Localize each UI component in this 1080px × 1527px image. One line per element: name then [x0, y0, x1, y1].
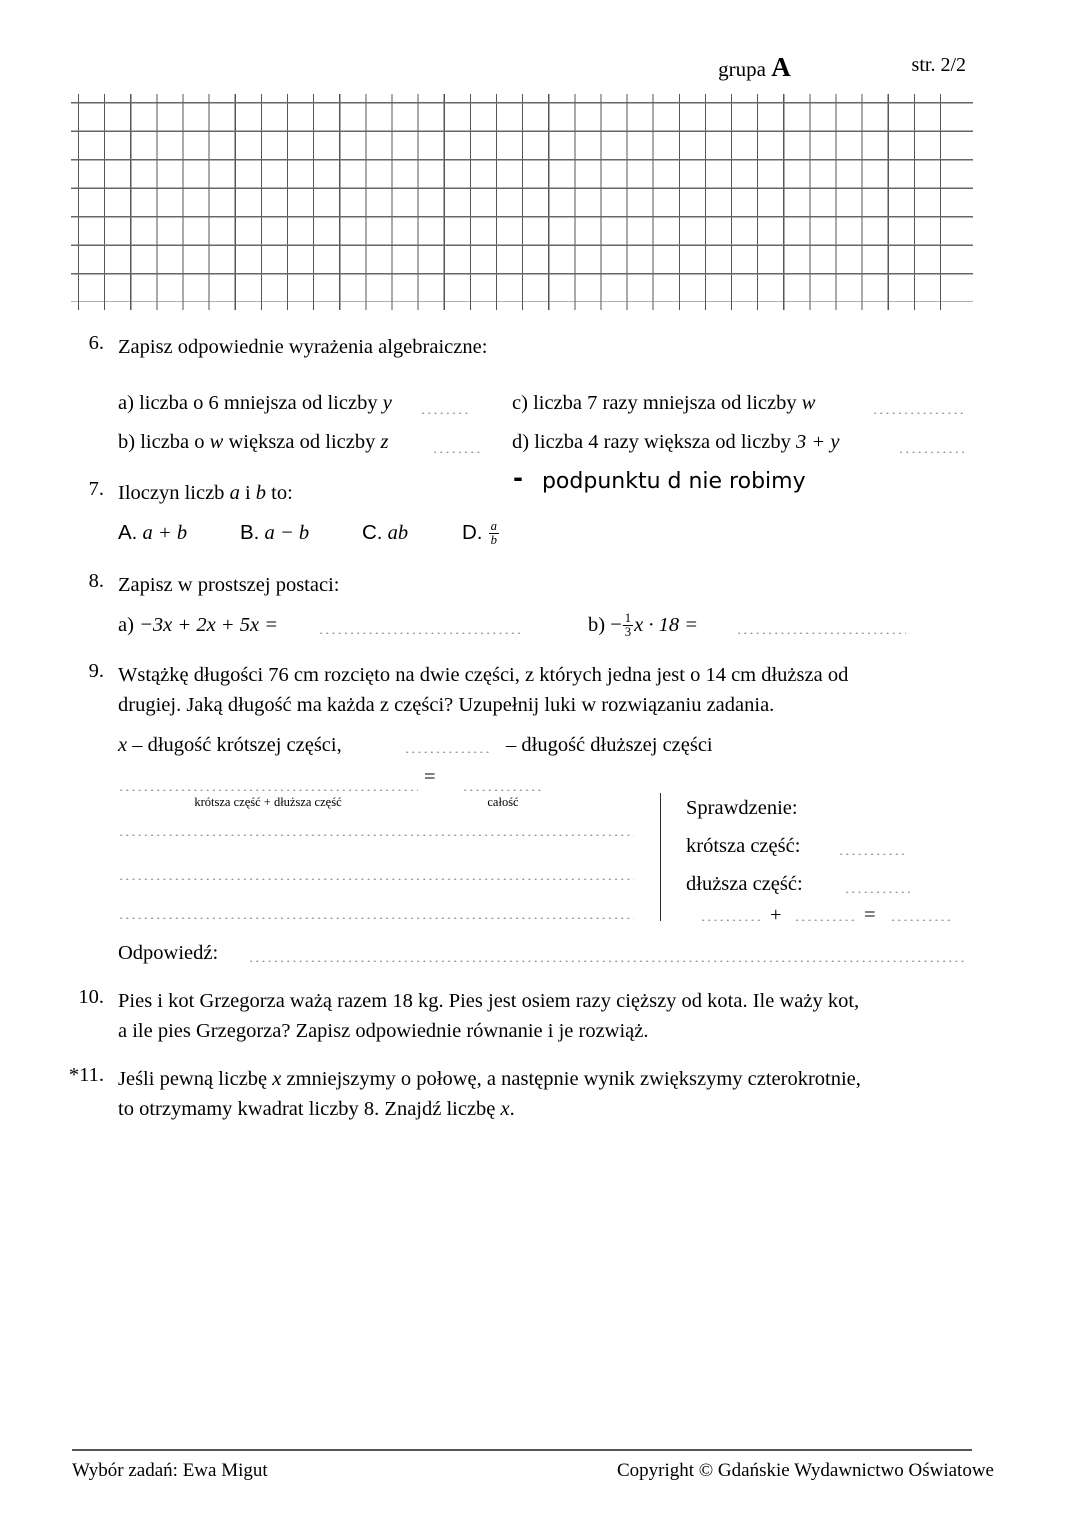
handwritten-annotation: [513, 466, 806, 494]
task-6c-label-text: c): [512, 392, 528, 414]
task-7-option-d-numerator: a: [490, 519, 497, 534]
task-6a-label: [118, 388, 392, 419]
task-8a-answer-blank[interactable]: [318, 631, 522, 634]
task-9-equation-equals: =: [424, 766, 436, 788]
task-8b-expression: [588, 610, 698, 641]
task-11-line1-a: Jeśli pewną liczbę: [118, 1068, 268, 1090]
task-7-option-c-label: C.: [362, 521, 383, 544]
task-6-prompt: Zapisz odpowiednie wyrażenia algebraiczne:: [118, 336, 488, 358]
task-9-check-shorter-label: krótsza część:: [686, 835, 801, 857]
task-11-line2-variable: x: [500, 1098, 510, 1120]
task-7-option-a-expr: a + b: [142, 522, 188, 544]
task-6-number: 6.: [88, 332, 104, 354]
task-9-caption-right: całość: [487, 795, 519, 809]
task-6a-label-text: a): [118, 392, 134, 414]
task-9-answer-blank[interactable]: [248, 959, 966, 962]
task-7-prompt: [118, 478, 293, 509]
task-9-divider: [660, 793, 661, 921]
task-6a-variable: y: [382, 392, 392, 414]
task-7-prompt-post: to:: [271, 482, 293, 504]
task-7-variable-a: a: [229, 482, 240, 504]
task-10-prompt-line1: Pies i kot Grzegorza ważą razem 18 kg. Pies jest osiem razy cięższy od kota. Ile waży kot,: [118, 990, 860, 1012]
task-8a-expression: [118, 610, 278, 641]
task-8b-numerator: 1: [624, 611, 632, 626]
task-8a-label: a): [118, 614, 134, 636]
group-label: [718, 52, 791, 83]
group-letter: A: [771, 52, 791, 82]
task-9-check-sum-blank-3[interactable]: [890, 918, 952, 921]
task-8b-sign: −: [610, 614, 622, 636]
task-11-number: *11.: [68, 1064, 104, 1086]
task-7-prompt-mid: i: [244, 482, 251, 504]
task-8b-label: b): [588, 614, 606, 636]
task-10-prompt-line2: a ile pies Grzegorza? Zapisz odpowiednie równanie i je rozwiąż.: [118, 1020, 649, 1042]
task-6d-label: [512, 427, 839, 458]
task-8b-fraction: [623, 612, 633, 639]
page-header: [78, 52, 966, 86]
task-8-number: 8.: [88, 570, 104, 592]
task-9-given-longer-text: – długość dłuższej części: [506, 734, 713, 756]
task-9-number: 9.: [88, 660, 104, 682]
task-8b-answer-blank[interactable]: [736, 631, 906, 634]
task-9-given-variable: x: [118, 734, 128, 756]
task-6a-text: liczba o 6 mniejsza od liczby: [139, 392, 378, 414]
task-7-number: 7.: [88, 478, 104, 500]
task-6b-text-mid: większa od liczby: [228, 431, 376, 453]
task-7-option-b-expr: a − b: [264, 522, 310, 544]
task-11-line1-b: zmniejszymy o połowę, a następnie wynik zwiększymy czterokrotnie,: [286, 1068, 861, 1090]
page-number-label: str. 2/2: [911, 54, 966, 76]
task-9-check-equals: =: [864, 904, 876, 926]
task-9-work-line-3[interactable]: [118, 916, 634, 919]
task-11-line2-a: to otrzymamy kwadrat liczby 8. Znajdź liczbę: [118, 1098, 496, 1120]
task-7-option-b[interactable]: [240, 518, 309, 549]
task-10-number: 10.: [78, 986, 104, 1008]
task-6a-answer-blank[interactable]: [420, 411, 470, 414]
task-9-given-longer-blank[interactable]: [404, 750, 490, 753]
task-9-check-shorter-blank[interactable]: [838, 852, 906, 855]
task-6c-text: liczba 7 razy mniejsza od liczby: [533, 392, 797, 414]
task-11-prompt-line2: [118, 1094, 976, 1125]
task-8b-expr-post: x · 18 =: [634, 614, 699, 636]
task-9-given-shorter: [118, 730, 342, 761]
task-9-prompt-line2: drugiej. Jaką długość ma każda z części? Uzupełnij luki w rozwiązaniu zadania.: [118, 694, 775, 716]
task-9-work-line-1[interactable]: [118, 833, 634, 836]
task-6d-label-text: d): [512, 431, 530, 453]
footer-copyright: Copyright © Gdańskie Wydawnictwo Oświatowe: [616, 1460, 994, 1481]
task-7-option-b-label: B.: [240, 521, 260, 544]
task-7-prompt-pre: Iloczyn liczb: [118, 482, 225, 504]
task-9-given-text: – długość krótszej części,: [132, 734, 342, 756]
task-8b-denominator: 3: [624, 625, 632, 640]
task-6b-label-text: b): [118, 431, 136, 453]
task-7-option-a[interactable]: [118, 518, 187, 549]
task-6b-text-pre: liczba o: [140, 431, 205, 453]
task-7-option-c[interactable]: [362, 518, 408, 549]
task-7-option-d[interactable]: [462, 518, 500, 549]
annotation-text: podpunktu d nie robimy: [541, 469, 806, 494]
task-6c-label: [512, 388, 815, 419]
task-9-caption-left: krótsza część + dłuższa część: [194, 795, 342, 809]
task-9-answer-label: Odpowiedź:: [118, 942, 219, 964]
task-6d-variable: 3 + y: [796, 431, 840, 453]
task-7-option-c-expr: ab: [387, 522, 409, 544]
group-label-text: grupa: [718, 57, 766, 81]
graph-paper-work-area[interactable]: [78, 102, 966, 302]
task-9-work-line-2[interactable]: [118, 877, 634, 880]
footer-author: Wybór zadań: Ewa Migut: [72, 1460, 268, 1481]
task-8-prompt: Zapisz w prostszej postaci:: [118, 574, 340, 596]
task-6c-variable: w: [801, 392, 816, 414]
task-9-check-longer-label: dłuższa część:: [686, 873, 803, 895]
task-7-option-d-denominator: b: [490, 533, 497, 548]
task-9-check-title: Sprawdzenie:: [686, 797, 798, 819]
task-6d-text: liczba 4 razy większa od liczby: [534, 431, 791, 453]
task-6b-variable-1: w: [209, 431, 224, 453]
task-6b-variable-2: z: [380, 431, 389, 453]
task-6d-answer-blank[interactable]: [898, 450, 966, 453]
task-9-equation-right-blank[interactable]: [462, 788, 544, 791]
task-9-prompt-line1: Wstążkę długości 76 cm rozcięto na dwie części, z których jedna jest o 14 cm dłuższa od: [118, 664, 849, 686]
task-7-option-d-fraction: [489, 520, 499, 547]
task-9-check-sum-blank-2[interactable]: [794, 918, 856, 921]
task-7-option-d-label: D.: [462, 521, 483, 544]
task-11-prompt-line1: [118, 1064, 976, 1095]
task-6b-label: [118, 427, 388, 458]
task-6c-answer-blank[interactable]: [872, 411, 966, 414]
task-9-equation-left-blank[interactable]: [118, 788, 418, 791]
task-9-check-longer-blank[interactable]: [844, 890, 914, 893]
footer-divider: [72, 1449, 972, 1451]
annotation-dash: -: [513, 464, 523, 492]
task-8a-expr: −3x + 2x + 5x =: [139, 614, 279, 636]
grid-horizontal-lines: [71, 102, 973, 302]
task-7-option-a-label: A.: [118, 521, 138, 544]
task-11-line2-b: .: [509, 1098, 515, 1120]
task-6b-answer-blank[interactable]: [432, 450, 480, 453]
task-9-check-plus: +: [770, 904, 782, 926]
task-11-line1-variable: x: [272, 1068, 282, 1090]
task-9-check-sum-blank-1[interactable]: [700, 918, 762, 921]
task-7-variable-b: b: [255, 482, 267, 504]
